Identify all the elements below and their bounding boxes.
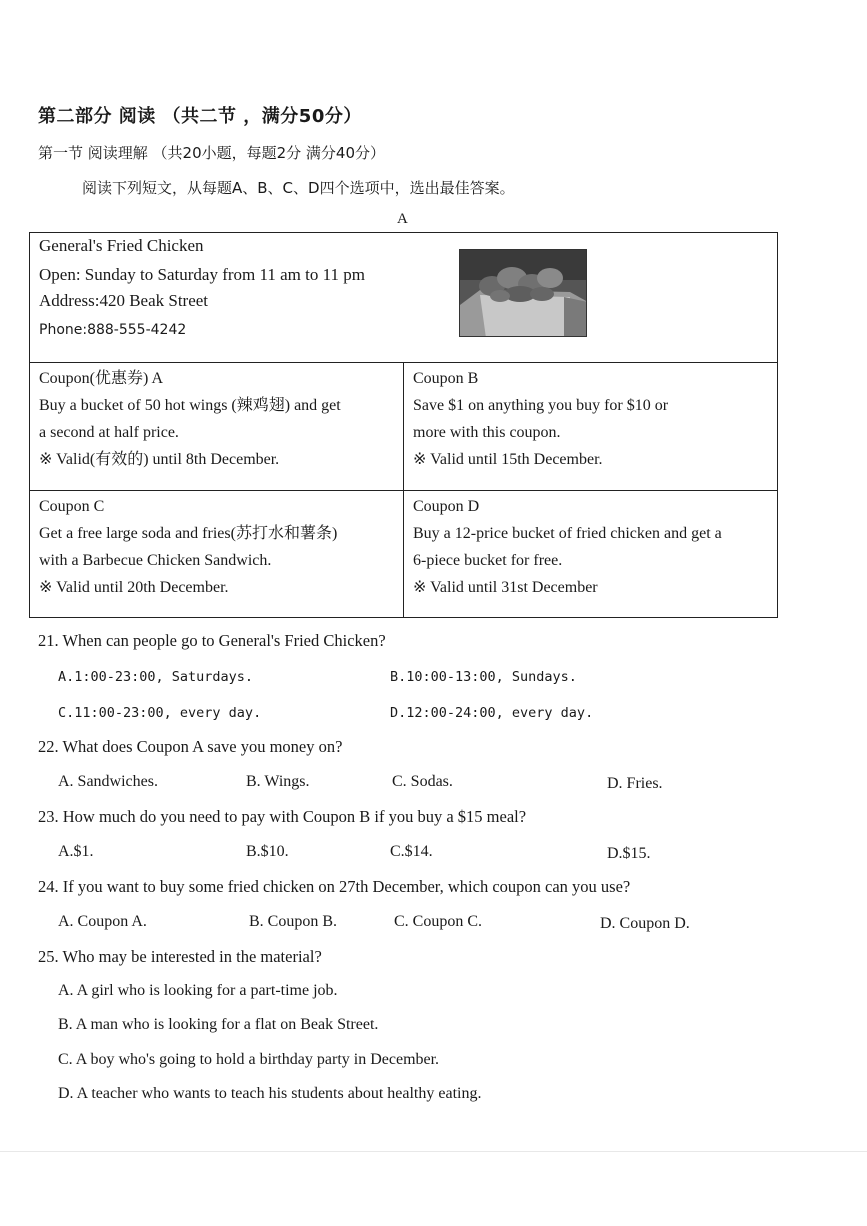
advertisement-box [29,232,778,618]
coupon-b-line-2: more with this coupon. [413,424,561,441]
page-divider [0,1151,867,1152]
coupon-a-valid: ※ Valid(有效的) until 8th December. [39,451,280,468]
q23-option-c: C.$14. [390,843,433,860]
coupon-d-line-2: 6-piece bucket for free. [413,552,563,569]
q21-option-a: A.1:00-23:00, Saturdays. [58,669,254,685]
q21-option-c: C.11:00-23:00, every day. [58,705,262,721]
coupon-d-valid: ※ Valid until 31st December [413,579,598,596]
q25-option-d: D. A teacher who wants to teach his students about healthy eating. [58,1085,482,1102]
opening-hours: Open: Sunday to Saturday from 11 am to 11 pm [39,265,365,284]
q23-option-a: A.$1. [58,843,94,860]
coupon-b-title: Coupon B [413,370,479,387]
passage-label: A [397,211,408,227]
q25-option-b: B. A man who is looking for a flat on Beak Street. [58,1016,379,1033]
q24-option-a: A. Coupon A. [58,913,147,930]
coupon-c [30,491,404,617]
subsection-title: 第一节 阅读理解 （共20小题，每题2分 满分40分） [38,144,386,162]
question-24: 24. If you want to buy some fried chicken on 27th December, which coupon can you use? [38,877,631,896]
q24-option-d: D. Coupon D. [600,915,690,932]
q21-option-b: B.10:00-13:00, Sundays. [390,669,577,685]
coupon-a-line-2: a second at half price. [39,424,179,441]
question-25: 25. Who may be interested in the material? [38,947,322,966]
coupon-d-line-1: Buy a 12-price bucket of fried chicken and get a [413,525,722,542]
fried-chicken-image [460,250,587,337]
q23-option-d: D.$15. [607,845,651,862]
q22-option-a: A. Sandwiches. [58,773,158,790]
restaurant-address: Address:420 Beak Street [39,291,209,310]
q23-option-b: B.$10. [246,843,289,860]
coupon-c-valid: ※ Valid until 20th December. [39,579,229,596]
coupon-a-title: Coupon(优惠券) A [39,370,164,387]
coupon-b-valid: ※ Valid until 15th December. [413,451,603,468]
coupon-b-line-1: Save $1 on anything you buy for $10 or [413,397,669,414]
restaurant-phone: Phone:888-555-4242 [39,322,187,338]
coupon-c-line-2: with a Barbecue Chicken Sandwich. [39,552,272,569]
q25-option-a: A. A girl who is looking for a part-time job. [58,982,338,999]
q22-option-b: B. Wings. [246,773,310,790]
section-title: 第二部分 阅读 （共二节 ，满分50分） [38,106,362,127]
q25-option-c: C. A boy who's going to hold a birthday party in December. [58,1051,440,1068]
coupon-c-line-1: Get a free large soda and fries(苏打水和薯条) [39,525,338,542]
question-21: 21. When can people go to General's Fried Chicken? [38,631,386,650]
coupon-a-line-1: Buy a bucket of 50 hot wings (辣鸡翅) and get [39,397,341,414]
coupon-b [404,363,778,491]
q24-option-c: C. Coupon C. [394,913,483,930]
coupon-c-title: Coupon C [39,498,105,515]
coupon-a [30,363,404,491]
ad-header [30,233,777,363]
q22-option-c: C. Sodas. [392,773,453,790]
instruction-text: 阅读下列短文，从每题A、B、C、D四个选项中，选出最佳答案。 [82,179,515,197]
coupon-d [404,491,778,617]
q24-option-b: B. Coupon B. [249,913,338,930]
fried-chicken-photo [459,249,587,337]
question-23: 23. How much do you need to pay with Coupon B if you buy a $15 meal? [38,807,527,826]
q21-option-d: D.12:00-24:00, every day. [390,705,594,721]
question-22: 22. What does Coupon A save you money on? [38,737,343,756]
coupon-d-title: Coupon D [413,498,480,515]
restaurant-name: General's Fried Chicken [39,236,204,255]
q22-option-d: D. Fries. [607,775,663,792]
